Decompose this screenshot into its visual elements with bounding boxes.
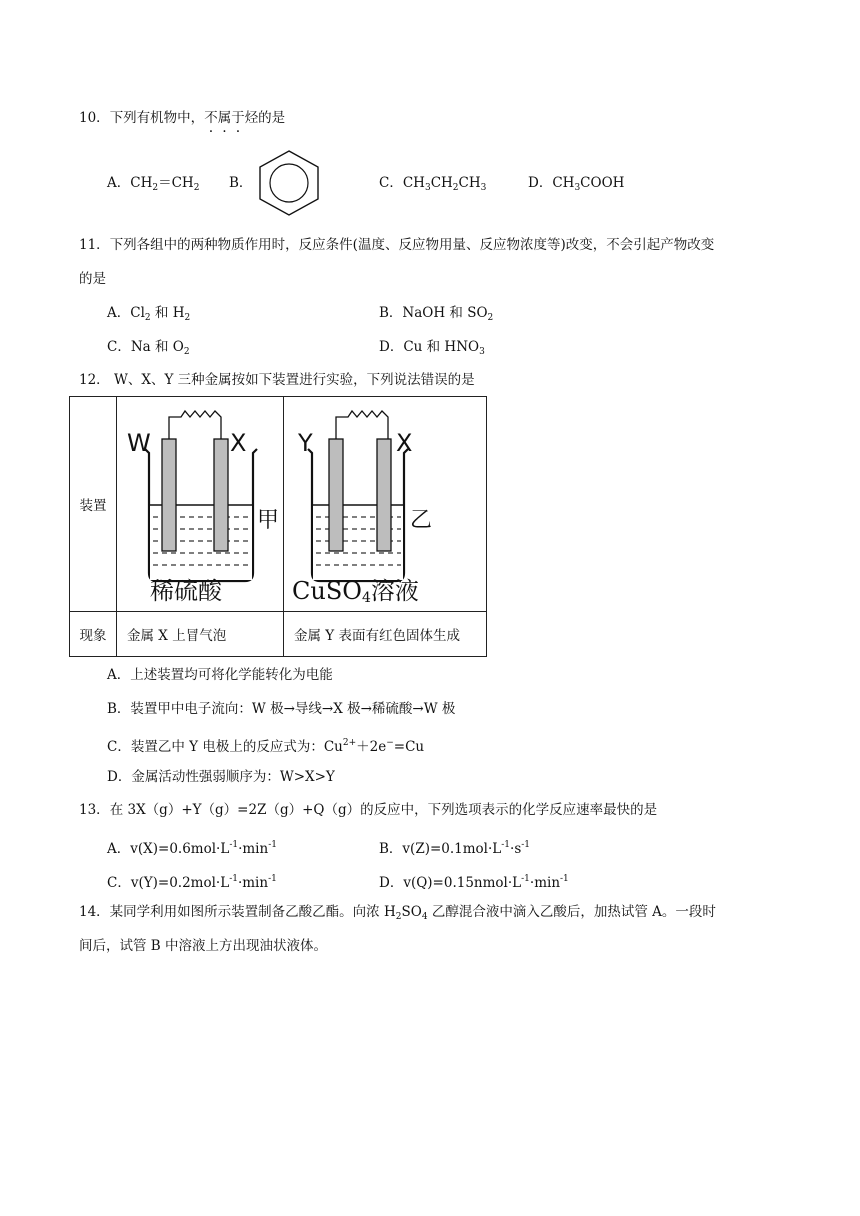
row-head-apparatus: 装置	[70, 397, 117, 612]
emphasis-char: 不	[204, 110, 218, 126]
q14-stem-line2: 间后，试管 B 中溶液上方出现油状液体。	[79, 938, 328, 954]
q13-option-d: D．$v(Q)=0.15nmol\cdot L^{-1}\cdot\min^{-1}$	[379, 874, 569, 891]
q13-option-a: A．$v(X)=0.6mol\cdot L^{-1}\cdot\min^{-1}$	[107, 840, 277, 857]
q14-stem-line1: 14．某同学利用如图所示装置制备乙酸乙酯。向浓 $H_2SO_4$ 乙醇混合液中滴入乙酸后，加热试管 A。一段时	[79, 904, 716, 922]
q13-stem: 13．在 3X（g）+Y（g）=2Z（g）+Q（g）的反应中，下列选项表示的化学反应速率最快的是	[79, 802, 658, 818]
solution-label-dilute-sulfuric: 稀硫酸	[150, 577, 222, 605]
q11-stem-line1: 11．下列各组中的两种物质作用时，反应条件(温度、反应物用量、反应物浓度等)改变，不会引起产物改变	[79, 237, 715, 253]
phenomenon-yi: 金属 Y 表面有红色固体生成	[284, 612, 487, 657]
cell-label-jia: 甲	[257, 508, 280, 533]
metal-label-y: Y	[298, 429, 313, 457]
apparatus-cell-yi	[284, 397, 487, 612]
q11-stem-line2: 的是	[79, 271, 106, 287]
metal-label-x-2: X	[396, 429, 413, 457]
cell-label-yi: 乙	[410, 508, 433, 533]
q12-option-c: C．装置乙中 Y 电极上的反应式为：$Cu^{2+}+2e^-=Cu$	[107, 738, 425, 755]
q11-option-d: D．Cu 和 $HNO_3$	[379, 339, 485, 357]
q10-option-b-label: B．	[229, 175, 253, 191]
q10-option-c: C．$CH_3CH_2CH_3$	[379, 175, 487, 193]
q12-option-d: D．金属活动性强弱顺序为：W>X>Y	[107, 769, 335, 785]
solution-label-cuso4: CuSO$_4$溶液	[292, 577, 419, 606]
q10-stem: 10．下列有机物中，不属于烃的是	[79, 110, 286, 126]
apparatus-cell-jia	[117, 397, 284, 612]
experiment-table	[69, 396, 487, 657]
q13-option-c: C．$v(Y)=0.2mol\cdot L^{-1}\cdot\min^{-1}$	[107, 874, 277, 891]
q11-option-c: C．Na 和 $O_2$	[107, 339, 190, 357]
row-head-phenomenon: 现象	[70, 612, 117, 657]
q13-option-b: B．$v(Z)=0.1mol\cdot L^{-1}\cdot s^{-1}$	[379, 840, 531, 857]
phenomenon-jia: 金属 X 上冒气泡	[117, 612, 284, 657]
q12-stem: 12． W、X、Y 三种金属按如下装置进行实验，下列说法错误的是	[79, 372, 475, 388]
emphasis-char: 于	[231, 110, 245, 126]
q10-option-a: A．$CH_2=CH_2$	[107, 175, 200, 193]
q10-option-d: D．$CH_3COOH$	[528, 175, 625, 193]
benzene-ring-diagram	[256, 148, 322, 218]
metal-label-x: X	[230, 429, 247, 457]
q11-option-b: B．NaOH 和 $SO_2$	[379, 305, 494, 323]
q12-option-a: A．上述装置均可将化学能转化为电能	[107, 667, 333, 683]
metal-label-w: W	[127, 429, 151, 457]
q11-option-a: A．$Cl_2$ 和 $H_2$	[107, 305, 191, 323]
emphasis-char: 属	[217, 110, 232, 126]
q12-option-b: B．装置甲中电子流向：W 极→导线→X 极→稀硫酸→W 极	[107, 701, 456, 717]
